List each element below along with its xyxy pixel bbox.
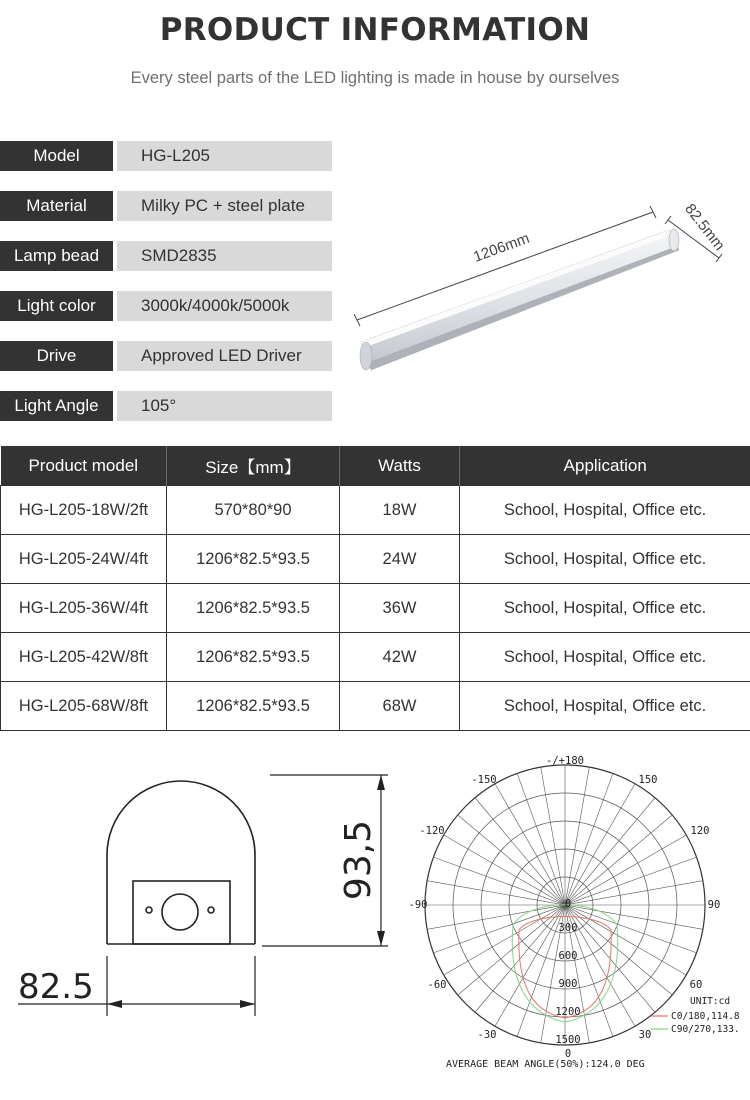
legend-c90: C90/270,133.: [671, 1024, 740, 1035]
cell-watts: 24W: [340, 535, 460, 584]
radial-label: 300: [558, 922, 578, 934]
spec-label: Material: [0, 191, 113, 221]
table-row: [1, 633, 750, 682]
spec-value: 105°: [117, 391, 332, 421]
beam-angle-label: AVERAGE BEAM ANGLE(50%):124.0 DEG: [446, 1059, 645, 1070]
cell-model: HG-L205-24W/4ft: [1, 535, 167, 584]
cell-model: HG-L205-36W/4ft: [1, 584, 167, 633]
cell-application: School, Hospital, Office etc.: [460, 633, 750, 682]
table-row: [1, 584, 750, 633]
cell-watts: 36W: [340, 584, 460, 633]
radial-label: 600: [558, 950, 578, 962]
lamp-length-label: 1206mm: [471, 229, 532, 266]
cell-watts: 18W: [340, 486, 460, 535]
angle-label: 60: [689, 979, 703, 991]
bottom-label: 0: [564, 1048, 572, 1060]
unit-label: UNIT:cd: [690, 996, 731, 1007]
column-header-model: Product model: [1, 446, 167, 486]
angle-label: -30: [477, 1029, 497, 1041]
spec-value: Milky PC + steel plate: [117, 191, 332, 221]
angle-label: 30: [638, 1029, 652, 1041]
cell-watts: 68W: [340, 682, 460, 731]
spec-label: Light color: [0, 291, 113, 321]
angle-label: -60: [427, 979, 447, 991]
angle-label: 120: [690, 825, 710, 837]
spec-value: 3000k/4000k/5000k: [117, 291, 332, 321]
column-header-size: Size【mm】: [167, 446, 340, 486]
height-dimension-label: 93,5: [338, 819, 379, 901]
radial-label: 1500: [555, 1034, 581, 1046]
angle-label: -150: [471, 774, 497, 786]
angle-label: -/+180: [546, 755, 584, 767]
spec-label: Lamp bead: [0, 241, 113, 271]
spec-value: HG-L205: [117, 141, 332, 171]
column-header-watts: Watts: [340, 446, 460, 486]
cell-model: HG-L205-42W/8ft: [1, 633, 167, 682]
table-row: [1, 535, 750, 584]
page-subtitle: Every steel parts of the LED lighting is made in house by ourselves: [130, 69, 620, 87]
spec-value: Approved LED Driver: [117, 341, 332, 371]
cell-size: 1206*82.5*93.5: [167, 535, 340, 584]
angle-label: -90: [408, 899, 428, 911]
table-header-row: [1, 446, 750, 486]
product-table: [0, 446, 750, 731]
cross-section-drawing: [0, 760, 400, 1020]
cell-application: School, Hospital, Office etc.: [460, 682, 750, 731]
cell-model: HG-L205-68W/8ft: [1, 682, 167, 731]
cell-watts: 42W: [340, 633, 460, 682]
cell-size: 1206*82.5*93.5: [167, 584, 340, 633]
spec-value: SMD2835: [117, 241, 332, 271]
cell-model: HG-L205-18W/2ft: [1, 486, 167, 535]
cell-size: 1206*82.5*93.5: [167, 682, 340, 731]
angle-label: -120: [419, 825, 445, 837]
cell-size: 1206*82.5*93.5: [167, 633, 340, 682]
lamp-product-image: [345, 190, 745, 390]
angle-label: 150: [638, 774, 658, 786]
radial-label: 900: [558, 978, 578, 990]
spec-label: Model: [0, 141, 113, 171]
spec-label: Light Angle: [0, 391, 113, 421]
lamp-width-label: 82.5mm: [681, 200, 728, 254]
radial-label: 1200: [555, 1006, 581, 1018]
table-row: [1, 682, 750, 731]
cell-application: School, Hospital, Office etc.: [460, 486, 750, 535]
legend-c0: C0/180,114.8: [671, 1011, 740, 1022]
angle-label: 90: [707, 899, 721, 911]
cell-application: School, Hospital, Office etc.: [460, 535, 750, 584]
column-header-application: Application: [460, 446, 750, 486]
polar-distribution-chart: [400, 750, 750, 1080]
table-row: [1, 486, 750, 535]
cell-application: School, Hospital, Office etc.: [460, 584, 750, 633]
page-title: PRODUCT INFORMATION: [159, 12, 591, 48]
cell-size: 570*80*90: [167, 486, 340, 535]
spec-label: Drive: [0, 341, 113, 371]
center-label: 0: [564, 898, 572, 910]
width-dimension-label: 82.5: [18, 967, 94, 1007]
